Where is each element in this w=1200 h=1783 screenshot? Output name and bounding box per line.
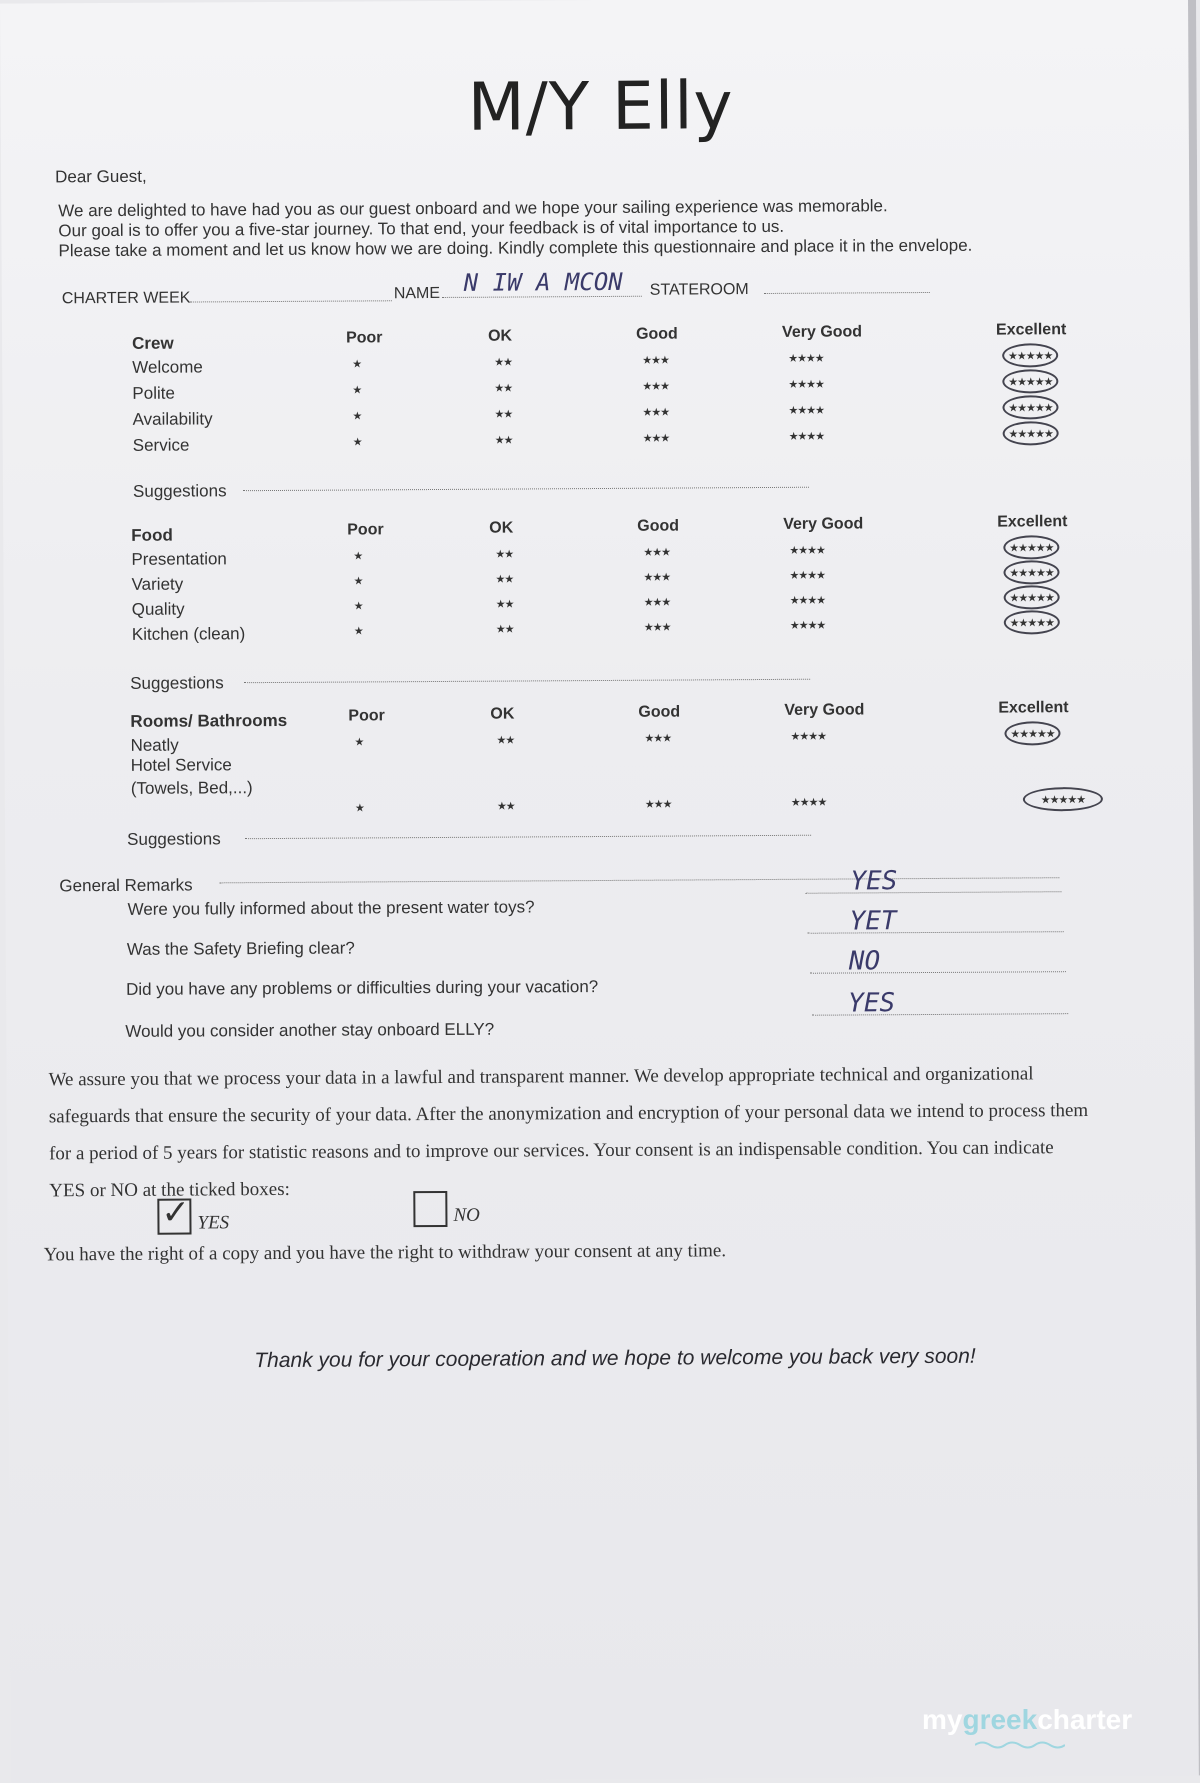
paper-edge [1188,0,1200,1775]
rating-stars-option[interactable]: ★★★ [643,546,671,559]
rating-header: Excellent [995,321,1067,339]
rating-header: Poor [347,521,384,539]
excellent-selected-circle[interactable]: ★★★★★ [1002,369,1058,393]
consent-yes-checkbox[interactable] [157,1192,191,1235]
excellent-selected-circle[interactable]: ★★★★★ [1004,610,1060,634]
rating-item-label: Quality [131,599,185,619]
rating-stars-option[interactable]: ★★★★ [790,730,826,743]
rating-stars-option[interactable]: ★★ [495,573,514,586]
page-title: M/Y Elly [467,67,734,146]
rating-stars-option[interactable]: ★★★★ [788,378,824,391]
rating-item-label: (Towels, Bed,...) [130,778,253,798]
rating-stars-option[interactable]: ★★★★ [789,544,825,557]
rating-item-label: Kitchen (clean) [131,624,246,644]
rating-stars-option[interactable]: ★ [353,600,363,613]
rating-stars-option[interactable]: ★ [352,436,362,449]
excellent-selected-circle[interactable]: ★★★★★ [1003,535,1059,559]
stateroom-label: STATEROOM [649,281,749,299]
consent-no-checkbox[interactable] [413,1191,447,1227]
rating-stars-option[interactable]: ★★★★ [789,619,826,632]
excellent-selected-circle[interactable]: ★★★★★ [1004,721,1060,745]
rating-stars-option[interactable]: ★★★ [642,432,670,445]
rating-item-label: Service [132,435,190,455]
rating-item-label: Hotel Service [130,755,232,775]
excellent-selected-circle[interactable]: ★★★★★ [1002,343,1058,367]
excellent-selected-circle[interactable]: ★★★★★ [1003,560,1059,584]
rating-header: Good [637,517,680,535]
charter-week-label: CHARTER WEEK [61,289,191,308]
rating-stars-option[interactable]: ★★★★ [788,430,825,443]
handwritten-answer: YES [848,988,896,1019]
rating-stars-option[interactable]: ★★★ [643,596,671,609]
rating-item-label: Welcome [132,357,203,377]
rating-header: Good [638,703,681,721]
consent-yes-label: YES [197,1212,230,1234]
question-text: Would you consider another stay onboard ELLY? [125,1019,495,1041]
suggestions-label: Suggestions [132,481,227,501]
suggestions-label: Suggestions [130,673,224,693]
rating-stars-option[interactable]: ★★ [495,548,514,561]
rating-header: Poor [348,707,385,725]
name-handwritten-value: N IW A MCON [463,267,623,297]
rating-stars-option[interactable]: ★★ [495,598,514,611]
rating-stars-option[interactable]: ★ [352,384,362,397]
rating-item-label: Presentation [131,549,227,569]
handwritten-answer: YET [849,906,897,937]
rating-stars-option[interactable]: ★★★★ [790,796,827,809]
section-heading: Rooms/ Bathrooms [130,710,288,731]
watermark-wave-icon [975,1740,1065,1750]
question-text: Were you fully informed about the present water toys? [127,897,535,919]
closing-message: Thank you for your cooperation and we hope to welcome you back very soon! [254,1344,976,1373]
privacy-line-4: YES or NO at the ticked boxes: [49,1178,290,1202]
rating-header: Excellent [997,513,1068,531]
charter-week-line[interactable] [190,300,392,302]
rating-stars-option[interactable]: ★★★ [643,571,671,584]
rating-stars-option[interactable]: ★★★ [642,354,669,367]
rating-stars-option[interactable]: ★★ [494,356,512,369]
intro-line-1: We are delighted to have had you as our guest onboard and we hope your sailing experience was memorable. [58,196,888,221]
section-heading: Food [131,525,173,545]
rating-stars-option[interactable]: ★★ [496,800,515,813]
general-remarks-line[interactable] [219,877,1059,883]
privacy-line-3: for a period of 5 years for statistic reasons and to improve our services. Your consent is an indispensable condition. You can indicate [48,1137,1054,1165]
rights-statement: You have the right of a copy and you have the right to withdraw your consent at any time. [43,1240,727,1266]
suggestions-label: Suggestions [127,829,221,849]
handwritten-answer: NO [848,946,881,977]
rating-stars-option[interactable]: ★★ [495,623,514,636]
rating-stars-option[interactable]: ★★★★ [789,594,826,607]
rating-stars-option[interactable]: ★★ [494,382,513,395]
excellent-selected-circle[interactable]: ★★★★★ [1004,585,1060,609]
rating-item-label: Polite [132,383,175,403]
rating-item-label: Availability [132,409,213,429]
rating-header: Very Good [783,515,864,533]
rating-stars-option[interactable]: ★★★ [643,621,671,634]
rating-stars-option[interactable]: ★ [352,358,362,371]
rating-header: Poor [346,329,383,347]
excellent-selected-circle[interactable]: ★★★★★ [1002,395,1058,419]
suggestions-line[interactable] [243,487,809,491]
excellent-selected-circle[interactable]: ★★★★★ [1023,787,1103,811]
rating-stars-option[interactable]: ★★★★ [788,352,824,365]
consent-no-label: NO [453,1204,480,1226]
suggestions-line[interactable] [244,679,810,683]
rating-header: Very Good [781,323,863,341]
rating-stars-option[interactable]: ★★ [494,434,513,447]
name-label: NAME [393,284,441,303]
answer-line[interactable] [805,891,1061,894]
answer-line[interactable] [808,931,1064,934]
rating-header: OK [489,519,514,537]
rating-stars-option[interactable]: ★ [354,802,364,815]
stateroom-line[interactable] [764,292,930,294]
rating-stars-option[interactable]: ★ [354,736,364,749]
section-heading: Crew [132,333,174,353]
rating-header: OK [490,705,515,723]
rating-stars-option[interactable]: ★ [353,625,363,638]
watermark-logo: mygreekcharter [922,1704,1133,1735]
general-remarks-label: General Remarks [59,875,193,896]
rating-stars-option[interactable]: ★★★★ [789,569,826,582]
check-mark-icon: ✓ [161,1192,191,1233]
greeting: Dear Guest, [55,166,147,187]
rating-stars-option[interactable]: ★ [353,575,363,588]
question-text: Did you have any problems or difficulties during your vacation? [125,977,599,999]
privacy-line-1: We assure you that we process your data in a lawful and transparent manner. We develop appropriate technical and organizational [48,1063,1034,1091]
excellent-selected-circle[interactable]: ★★★★★ [1003,421,1059,445]
rating-header: Good [635,325,678,343]
rating-stars-option[interactable]: ★★★ [644,732,672,745]
intro-line-2: Our goal is to offer you a five-star journey. To that end, your feedback is of vital importance to us. [58,216,785,241]
privacy-line-2: safeguards that ensure the security of your data. After the anonymization and encryption of your personal data we intend to process them [48,1100,1089,1128]
rating-stars-option[interactable]: ★★★ [642,380,669,393]
rating-item-label: Neatly [130,735,179,755]
rating-item-label: Variety [131,574,184,594]
rating-stars-option[interactable]: ★★★ [642,406,670,419]
rating-stars-option[interactable]: ★ [352,410,362,423]
rating-stars-option[interactable]: ★★★ [644,798,672,811]
rating-header: Excellent [998,699,1069,717]
question-text: Was the Safety Briefing clear? [126,938,355,959]
intro-line-3: Please take a moment and let us know how we are doing. Kindly complete this questionnaire and place it in the envelope. [58,235,973,261]
rating-header: OK [487,327,513,345]
handwritten-answer: YES [850,866,898,897]
rating-header: Very Good [784,701,865,719]
rating-stars-option[interactable]: ★★ [496,734,515,747]
rating-stars-option[interactable]: ★★ [494,408,513,421]
rating-stars-option[interactable]: ★★★★ [788,404,825,417]
suggestions-line[interactable] [245,835,811,839]
rating-stars-option[interactable]: ★ [353,550,363,563]
